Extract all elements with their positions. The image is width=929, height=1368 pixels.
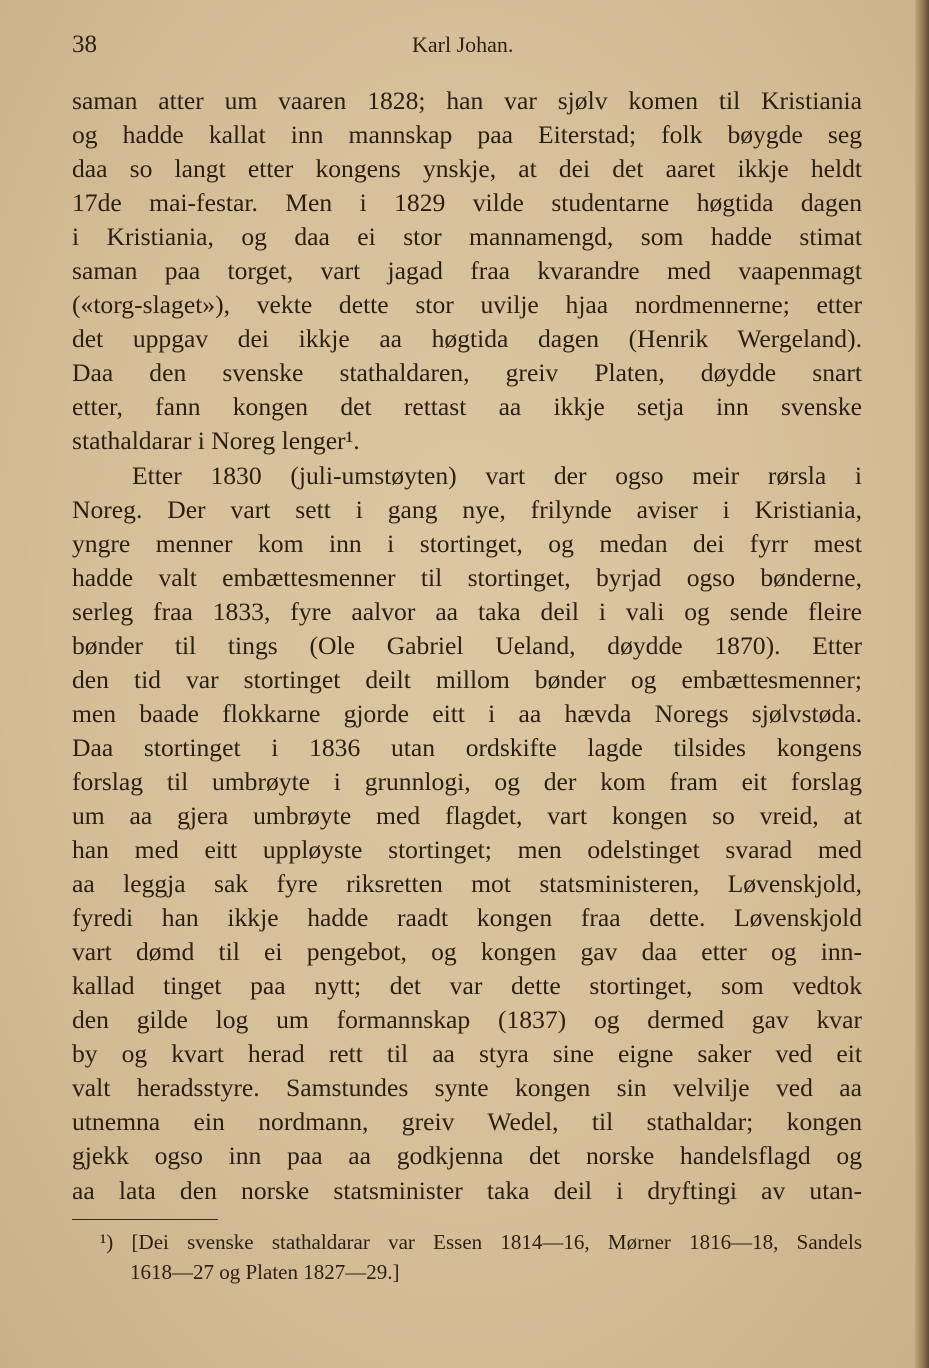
page-number: 38 [72,31,97,58]
text-line: og hadde kallat inn mannskap paa Eiterstad; folk bøygde seg [72,120,862,150]
text-line: det uppgav dei ikkje aa høgtida dagen (Henrik Wergeland). [72,324,862,354]
footnote-line: ¹) [Dei svenske stathaldarar var Essen 1814—16, Mørner 1816—18, Sandels [100,1230,862,1254]
body-text [72,84,862,1208]
text-line: by og kvart herad rett til aa styra sine eigne saker ved eit [72,1039,862,1069]
text-line: utnemna ein nordmann, greiv Wedel, til stathaldar; kongen [72,1107,862,1137]
text-line: daa so langt etter kongens ynskje, at dei det aaret ikkje heldt [72,154,862,184]
text-line: etter, fann kongen det rettast aa ikkje setja inn svenske [72,392,862,422]
running-head [72,28,862,62]
text-line: aa leggja sak fyre riksretten mot statsministeren, Løvenskjold, [72,869,862,899]
text-line: Daa den svenske stathaldaren, greiv Platen, døydde snart [72,358,862,388]
text-line: den tid var stortinget deilt millom bønder og embættesmenner; [72,664,862,694]
text-line: Daa stortinget i 1836 utan ordskifte lagde tilsides kongens [72,732,862,762]
text-line: forslag til umbrøyte i grunnlogi, og der kom fram eit forslag [72,766,862,796]
text-line: vart dømd til ei pengebot, og kongen gav daa etter og inn- [72,937,862,967]
text-line: hadde valt embættesmenner til stortinget, byrjad ogso bønderne, [72,562,862,592]
text-line: aa lata den norske statsminister taka deil i dryftingi av utan- [72,1175,862,1205]
text-line: 17de mai-festar. Men i 1829 vilde studentarne høgtida dagen [72,188,862,218]
footnote-rule [72,1219,218,1220]
text-line: Noreg. Der vart sett i gang nye, frilynde aviser i Kristiania, [72,494,862,524]
text-line: stathaldarar i Noreg lenger¹. [72,426,360,456]
text-line: saman atter um vaaren 1828; han var sjølv komen til Kristiania [72,86,862,115]
text-line: Etter 1830 (juli-umstøyten) vart der ogso meir rørsla i [132,460,862,490]
text-line: serleg fraa 1833, fyre aalvor aa taka deil i vali og sende fleire [72,596,862,626]
running-title: Karl Johan. [412,32,514,57]
text-line: saman paa torget, vart jagad fraa kvarandre med vaapenmagt [72,256,862,286]
text-line: men baade flokkarne gjorde eitt i aa hævda Noregs sjølvstøda. [72,698,862,728]
footnote-line: 1618—27 og Platen 1827—29.] [130,1260,400,1284]
page-edge-shadow [915,0,929,1368]
footnote [72,1227,862,1287]
text-line: bønder til tings (Ole Gabriel Ueland, døydde 1870). Etter [72,630,862,660]
text-line: yngre menner kom inn i stortinget, og medan dei fyrr mest [72,528,862,558]
text-line: gjekk ogso inn paa aa godkjenna det norske handelsflagd og [72,1141,862,1171]
text-line: um aa gjera umbrøyte med flagdet, vart kongen so vreid, at [72,800,862,830]
text-line: kallad tinget paa nytt; det var dette stortinget, som vedtok [72,971,862,1001]
text-line: valt heradsstyre. Samstundes synte kongen sin velvilje ved aa [72,1073,862,1103]
text-line: fyredi han ikkje hadde raadt kongen fraa dette. Løvenskjold [72,903,862,933]
text-line: («torg-slaget»), vekte dette stor uvilje hjaa nordmennerne; etter [72,290,862,320]
text-line: den gilde log um formannskap (1837) og dermed gav kvar [72,1005,862,1035]
text-line: han med eitt uppløyste stortinget; men odelstinget svarad med [72,835,862,865]
text-line: i Kristiania, og daa ei stor mannamengd, som hadde stimat [72,222,862,252]
